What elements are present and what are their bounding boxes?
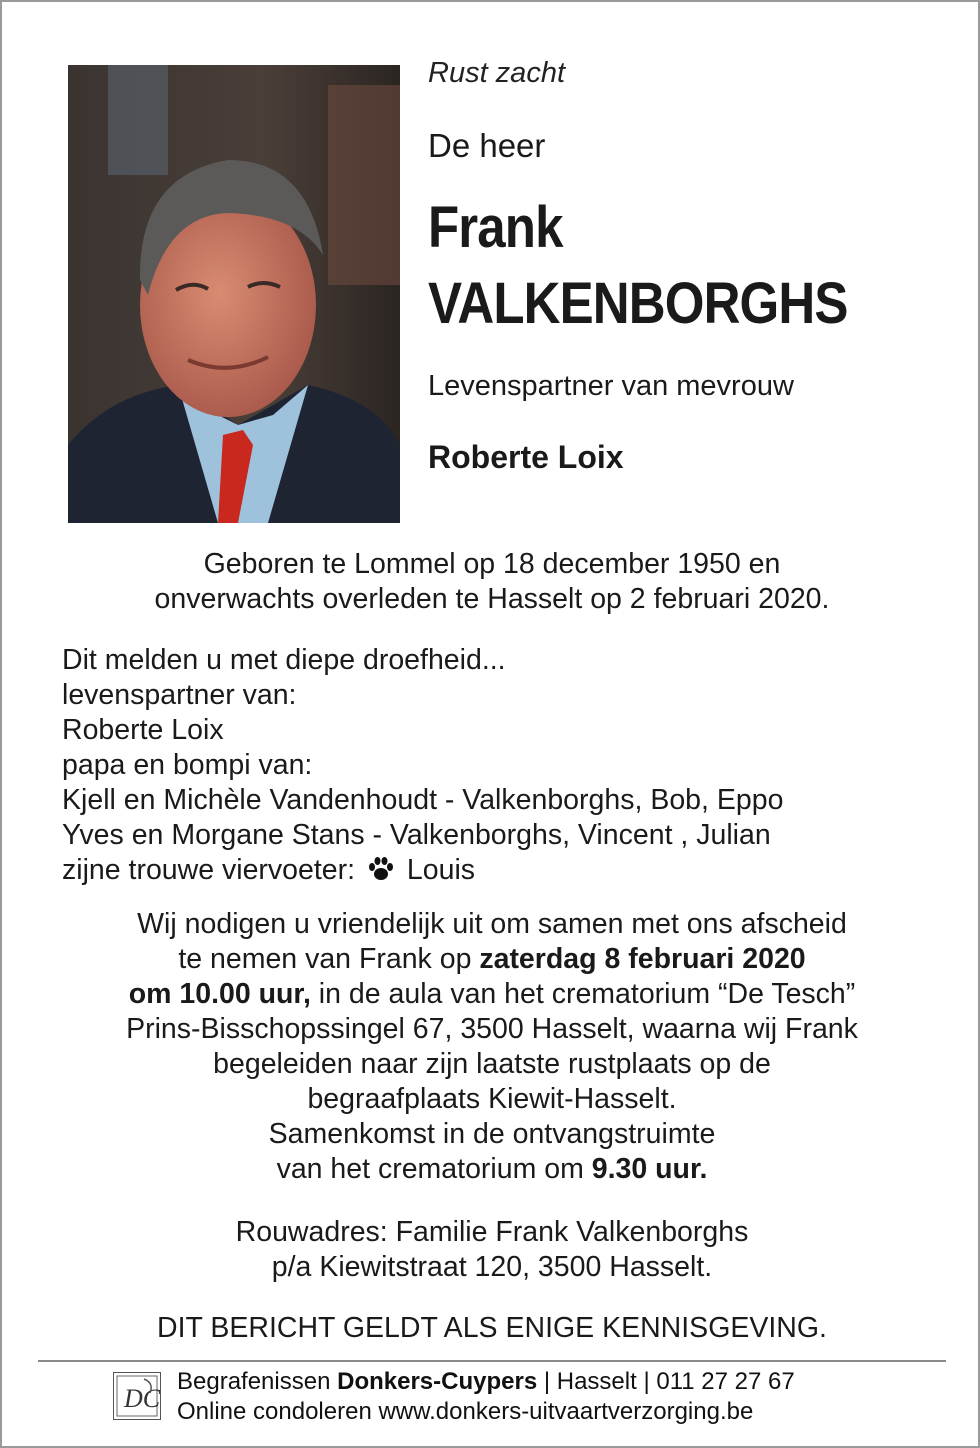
invitation-line-7: Samenkomst in de ontvangstruimte bbox=[268, 1118, 716, 1150]
invitation-line-2-text: te nemen van Frank op bbox=[178, 943, 480, 975]
invitation-line-8-text: van het crematorium om bbox=[276, 1153, 592, 1185]
footer-divider bbox=[38, 1360, 946, 1362]
family-partner: Roberte Loix bbox=[62, 714, 224, 746]
family-child-2: Yves en Morgane Stans - Valkenborghs, Vincent , Julian bbox=[62, 819, 771, 851]
pet-name: Louis bbox=[406, 854, 476, 886]
birth-line: Geboren te Lommel op 18 december 1950 en bbox=[203, 548, 781, 580]
invitation-line-8 bbox=[42, 1152, 942, 1187]
rust-zacht-text: Rust zacht bbox=[428, 57, 565, 89]
birth-death-block bbox=[42, 547, 942, 617]
family-children-label: papa en bompi van: bbox=[62, 749, 313, 781]
funeral-home-logo bbox=[113, 1372, 161, 1420]
notice-block bbox=[42, 1311, 942, 1346]
family-child-1: Kjell en Michèle Vandenhoudt - Valkenborghs, Bob, Eppo bbox=[62, 784, 784, 816]
company-city: Hasselt bbox=[556, 1368, 637, 1395]
address-block bbox=[42, 1215, 942, 1285]
invitation-line-3 bbox=[42, 977, 942, 1012]
company-name: Donkers-Cuypers bbox=[337, 1368, 538, 1395]
invitation-line-1: Wij nodigen u vriendelijk uit om samen met ons afscheid bbox=[137, 908, 847, 940]
online-label: Online condoleren bbox=[177, 1398, 379, 1425]
notice-text: DIT BERICHT GELDT ALS ENIGE KENNISGEVING. bbox=[157, 1312, 827, 1344]
family-intro: Dit melden u met diepe droefheid... bbox=[62, 644, 506, 676]
partner-name: Roberte Loix bbox=[428, 439, 624, 475]
paw-icon bbox=[367, 856, 395, 882]
footer-prefix: Begrafenissen bbox=[177, 1368, 338, 1395]
address-line-2: p/a Kiewitstraat 120, 3500 Hasselt. bbox=[271, 1251, 713, 1283]
portrait-photo bbox=[68, 65, 400, 523]
title-text: De heer bbox=[428, 127, 546, 164]
company-phone: 011 27 27 67 bbox=[656, 1368, 795, 1395]
address-line-1: Rouwadres: Familie Frank Valkenborghs bbox=[235, 1216, 749, 1248]
family-block bbox=[62, 643, 942, 888]
funeral-time: om 10.00 uur, bbox=[128, 978, 311, 1010]
footer-line-1 bbox=[177, 1367, 795, 1397]
invitation-line-4: Prins-Bisschopssingel 67, 3500 Hasselt, waarna wij Frank bbox=[126, 1013, 858, 1045]
invitation-line-5: begeleiden naar zijn laatste rustplaats op de bbox=[213, 1048, 771, 1080]
invitation-block bbox=[42, 907, 942, 1187]
pet-label: zijne trouwe viervoeter: bbox=[62, 854, 356, 886]
first-name: Frank bbox=[428, 195, 563, 260]
footer-separator: | bbox=[636, 1368, 657, 1395]
partner-intro: Levenspartner van mevrouw bbox=[428, 370, 794, 402]
portrait-illustration bbox=[68, 65, 400, 523]
family-pet bbox=[62, 853, 942, 888]
footer-separator: | bbox=[537, 1368, 557, 1395]
footer-block bbox=[177, 1367, 795, 1427]
website-link[interactable]: www.donkers-uitvaartverzorging.be bbox=[378, 1398, 754, 1425]
invitation-line-3-text: in de aula van het crematorium “De Tesch” bbox=[310, 978, 856, 1010]
invitation-line-2 bbox=[42, 942, 942, 977]
death-line: onverwachts overleden te Hasselt op 2 februari 2020. bbox=[154, 583, 830, 615]
last-name: VALKENBORGHS bbox=[428, 271, 848, 336]
header-block bbox=[428, 54, 948, 477]
family-partner-label: levenspartner van: bbox=[62, 679, 297, 711]
deceased-name bbox=[428, 190, 886, 342]
invitation-line-6: begraafplaats Kiewit-Hasselt. bbox=[307, 1083, 677, 1115]
logo-letters: DC bbox=[124, 1384, 160, 1413]
footer-line-2 bbox=[177, 1397, 795, 1427]
gathering-time: 9.30 uur. bbox=[591, 1153, 708, 1185]
logo-mark bbox=[114, 1373, 160, 1419]
funeral-date: zaterdag 8 februari 2020 bbox=[479, 943, 806, 975]
